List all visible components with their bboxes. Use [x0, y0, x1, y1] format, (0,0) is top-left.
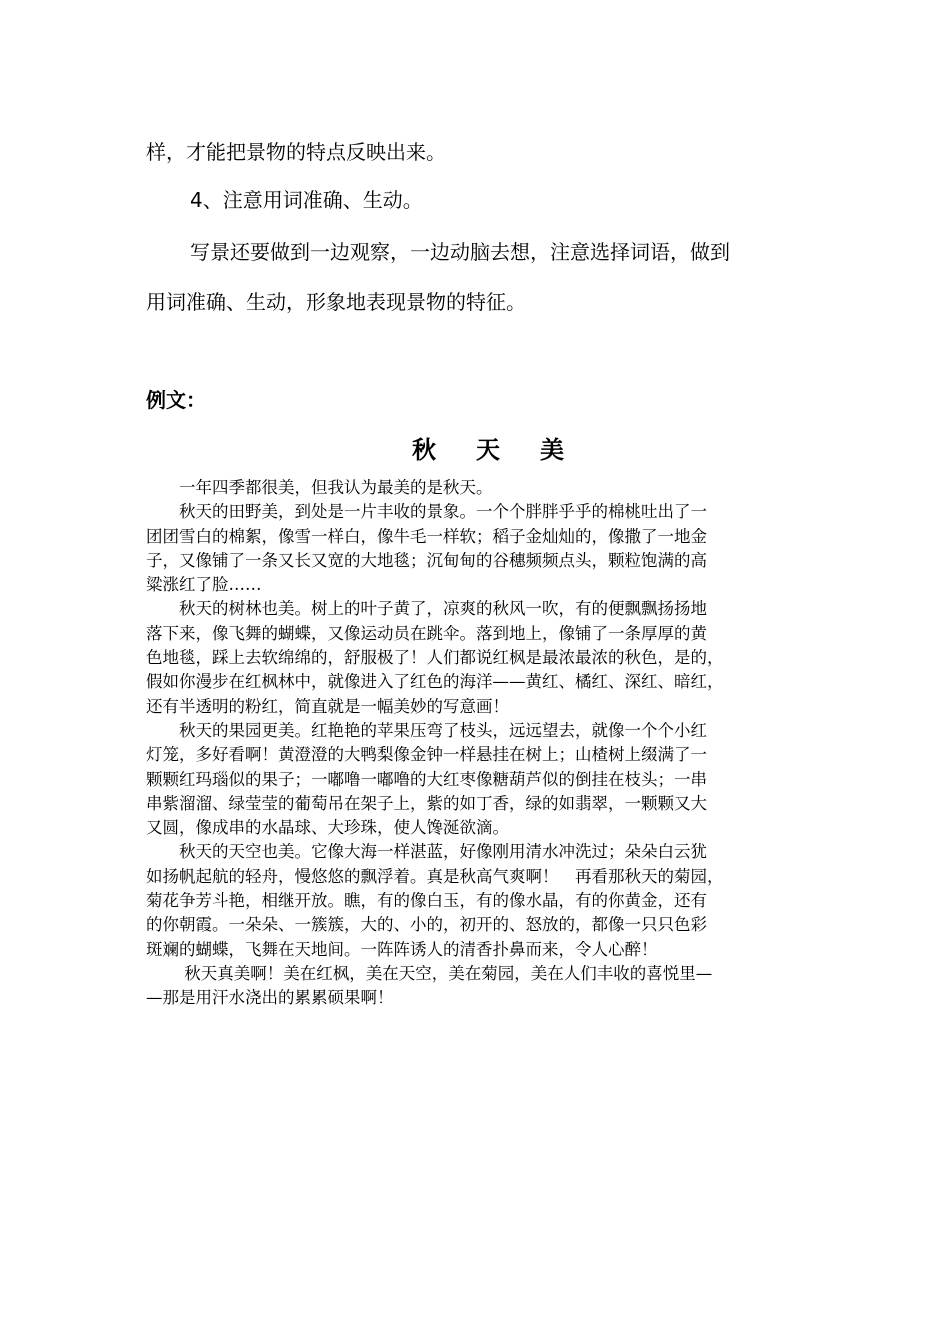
essay-line: 子，又像铺了一条又长又宽的大地毯；沉甸甸的谷穗频频点头，颗粒饱满的高 — [146, 550, 707, 570]
essay-line: 的你朝霞。一朵朵、一簇簇，大的、小的，初开的、怒放的，都像一只只色彩 — [146, 915, 707, 935]
intro-line-4: 用词准确、生动，形象地表现景物的特征。 — [146, 290, 526, 314]
example-label: 例文： — [146, 388, 206, 412]
essay-line: 一年四季都很美，但我认为最美的是秋天。 — [146, 478, 493, 497]
essay-line: 菊花争芳斗艳，相继开放。瞧，有的像白玉，有的像水晶，有的你黄金，还有 — [146, 891, 707, 911]
essay-line: 秋天真美啊！美在红枫，美在天空，美在菊园，美在人们丰收的喜悦里— — [146, 963, 713, 983]
essay-line: 假如你漫步在红枫林中，就像进入了红色的海洋——黄红、橘红、深红、暗红， — [146, 672, 724, 692]
essay-line: 粱涨红了脸…… — [146, 575, 262, 595]
intro-line-1: 样，才能把景物的特点反映出来。 — [146, 140, 446, 164]
essay-line: 颗颗红玛瑙似的果子；一嘟噜一嘟噜的大红枣像糖葫芦似的倒挂在枝头；一串 — [146, 769, 707, 789]
essay-title: 秋天美 — [412, 436, 604, 464]
essay-line: 又圆，像成串的水晶球、大珍珠，使人馋涎欲滴。 — [146, 818, 509, 838]
intro-line-3: 写景还要做到一边观察，一边动脑去想，注意选择词语，做到 — [190, 240, 730, 264]
essay-line: 还有半透明的粉红，简直就是一幅美妙的写意画！ — [146, 696, 509, 716]
essay-line: 团团雪白的棉絮，像雪一样白，像牛毛一样软；稻子金灿灿的，像撒了一地金 — [146, 526, 707, 546]
essay-line: 秋天的天空也美。它像大海一样湛蓝，好像刚用清水冲洗过；朵朵白云犹 — [146, 842, 707, 862]
essay-line: 斑斓的蝴蝶，飞舞在天地间。一阵阵诱人的清香扑鼻而来，令人心醉！ — [146, 939, 658, 959]
essay-line: 秋天的田野美，到处是一片丰收的景象。一个个胖胖乎乎的棉桃吐出了一 — [146, 502, 707, 522]
essay-body — [146, 476, 818, 1011]
essay-line: 如扬帆起航的轻舟，慢悠悠的飘浮着。真是秋高气爽啊！ 再看那秋天的菊园， — [146, 866, 724, 886]
essay-line: —那是用汗水浇出的累累硕果啊！ — [146, 988, 394, 1008]
essay-line: 色地毯，踩上去软绵绵的，舒服极了！人们都说红枫是最浓最浓的秋色，是的， — [146, 648, 724, 668]
intro-point-4: 4、注意用词准确、生动。 — [190, 188, 423, 212]
essay-line: 秋天的树林也美。树上的叶子黄了，凉爽的秋风一吹，有的便飘飘扬扬地 — [146, 599, 707, 619]
essay-line: 落下来，像飞舞的蝴蝶，又像运动员在跳伞。落到地上，像铺了一条厚厚的黄 — [146, 623, 707, 643]
essay-line: 秋天的果园更美。红艳艳的苹果压弯了枝头，远远望去，就像一个个小红 — [146, 720, 707, 740]
essay-line: 灯笼，多好看啊！黄澄澄的大鸭梨像金钟一样悬挂在树上；山楂树上缀满了一 — [146, 745, 707, 765]
essay-line: 串紫溜溜、绿莹莹的葡萄吊在架子上，紫的如丁香，绿的如翡翠，一颗颗又大 — [146, 793, 707, 813]
